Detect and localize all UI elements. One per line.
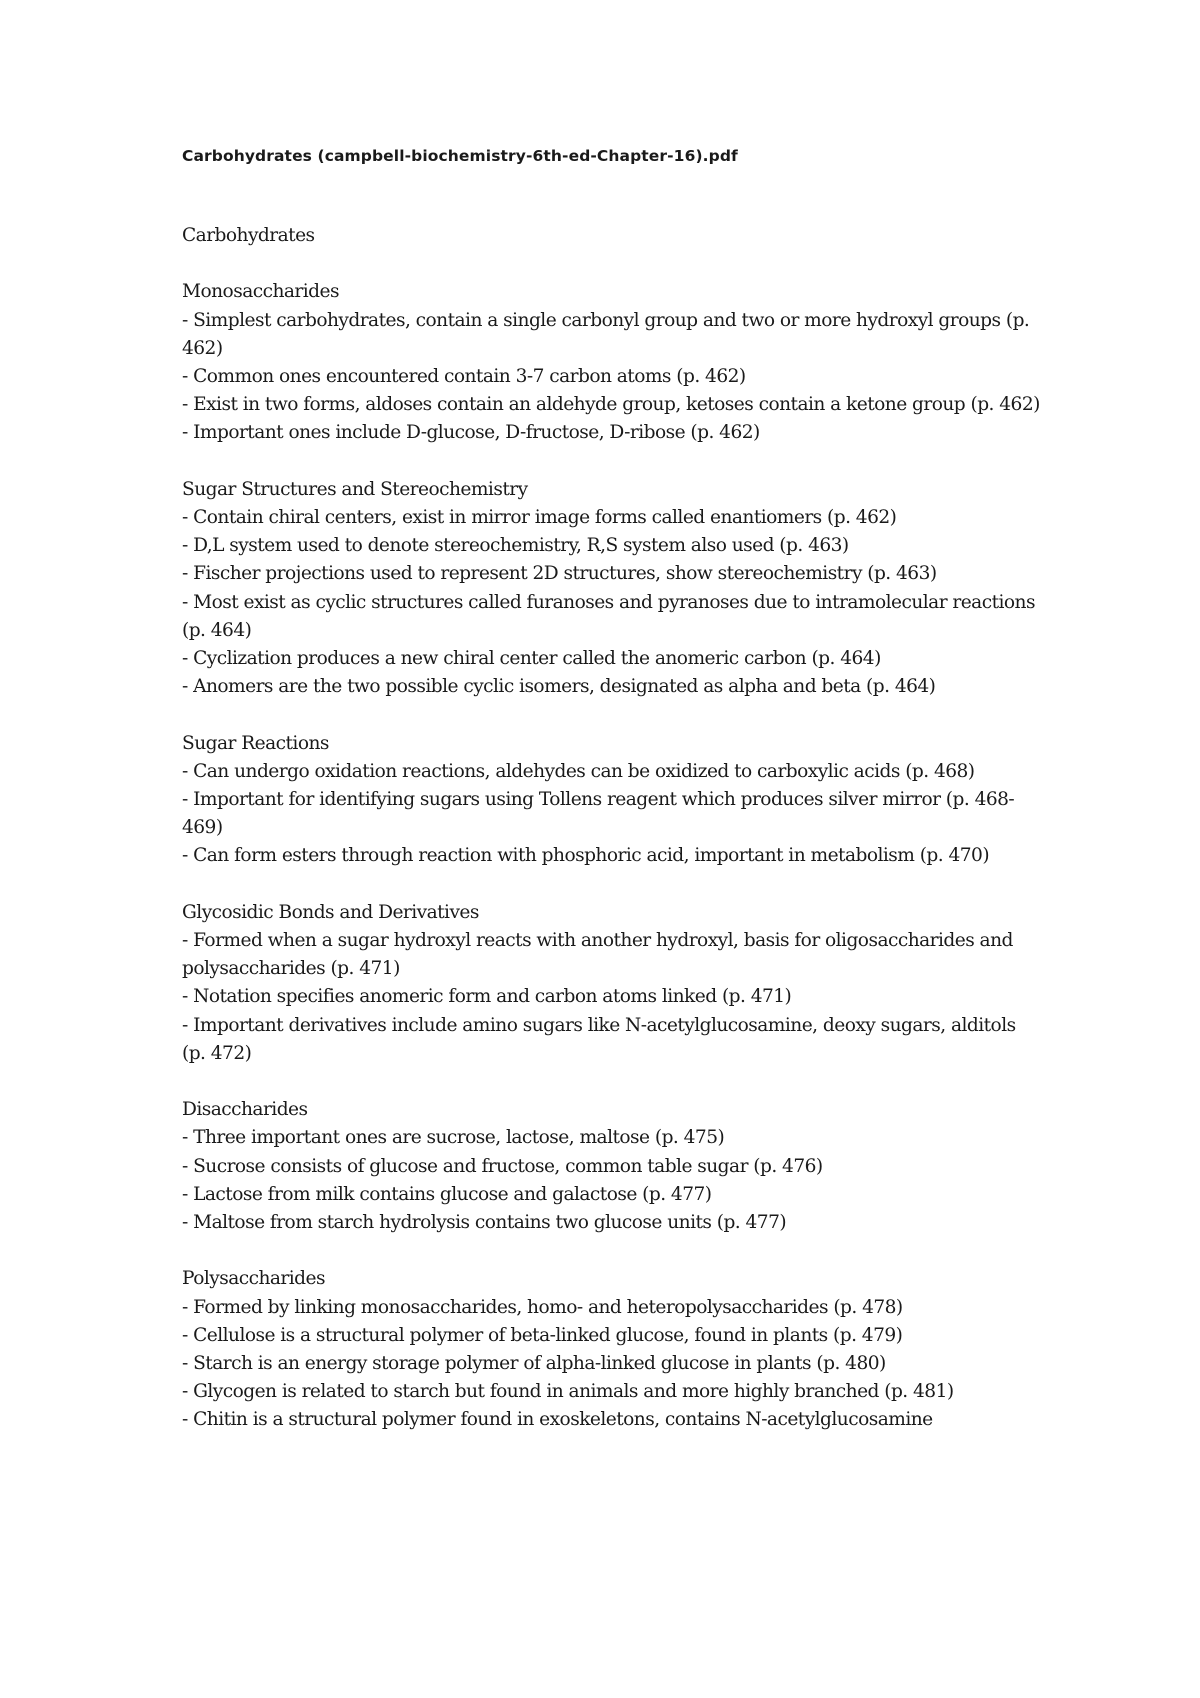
bullet-item: - D,L system used to denote stereochemistry, R,S system also used (p. 463) [182,535,849,557]
bullet-item: - Important derivatives include amino sugars like N-acetylglucosamine, deoxy sugars, alditols (p. 472) [182,1014,1016,1064]
bullet-item: - Simplest carbohydrates, contain a single carbonyl group and two or more hydroxyl groups (p. 462) [182,309,1030,359]
section-sugar-reactions [182,730,1042,871]
main-heading: Carbohydrates [182,225,315,246]
document-title: Carbohydrates (campbell-biochemistry-6th-ed-Chapter-16).pdf [182,147,738,165]
bullet-item: - Cellulose is a structural polymer of beta-linked glucose, found in plants (p. 479) [182,1324,903,1346]
bullet-item: - Can undergo oxidation reactions, aldehydes can be oxidized to carboxylic acids (p. 468) [182,760,975,782]
section-heading: Disaccharides [182,1099,308,1121]
section-glycosidic-bonds [182,899,1042,1068]
bullet-item: - Chitin is a structural polymer found in exoskeletons, contains N-acetylglucosamine [182,1409,933,1431]
section-heading: Sugar Reactions [182,732,329,754]
bullet-item: - Fischer projections used to represent 2D structures, show stereochemistry (p. 463) [182,563,937,585]
bullet-item: - Maltose from starch hydrolysis contains two glucose units (p. 477) [182,1212,787,1234]
bullet-item: - Common ones encountered contain 3-7 carbon atoms (p. 462) [182,366,746,387]
bullet-item: - Sucrose consists of glucose and fructose, common table sugar (p. 476) [182,1155,823,1177]
bullet-item: - Exist in two forms, aldoses contain an aldehyde group, ketoses contain a ketone group (p. 462) [182,394,1040,416]
section-polysaccharides [182,1265,1042,1434]
section-heading: Sugar Structures and Stereochemistry [182,478,528,500]
bullet-item: - Notation specifies anomeric form and carbon atoms linked (p. 471) [182,986,792,1008]
bullet-item: - Important ones include D-glucose, D-fructose, D-ribose (p. 462) [182,422,760,444]
section-heading: Glycosidic Bonds and Derivatives [182,901,479,923]
bullet-item: - Lactose from milk contains glucose and galactose (p. 477) [182,1183,712,1205]
section-monosaccharides [182,278,1042,447]
bullet-item: - Three important ones are sucrose, lactose, maltose (p. 475) [182,1127,725,1149]
main-heading-block [182,222,1042,250]
bullet-item: - Important for identifying sugars using Tollens reagent which produces silver mirror (p. 468-469) [182,789,1015,839]
bullet-item: - Contain chiral centers, exist in mirror image forms called enantiomers (p. 462) [182,507,897,528]
section-disaccharides [182,1096,1042,1237]
bullet-item: - Most exist as cyclic structures called furanoses and pyranoses due to intramolecular reactions (p. 464) [182,591,1035,641]
section-sugar-structures [182,476,1042,702]
bullet-item: - Cyclization produces a new chiral center called the anomeric carbon (p. 464) [182,648,881,670]
bullet-item: - Can form esters through reaction with phosphoric acid, important in metabolism (p. 470) [182,845,990,867]
section-heading: Polysaccharides [182,1268,325,1290]
bullet-item: - Starch is an energy storage polymer of alpha-linked glucose in plants (p. 480) [182,1353,886,1375]
bullet-item: - Formed by linking monosaccharides, homo- and heteropolysaccharides (p. 478) [182,1296,903,1318]
bullet-item: - Glycogen is related to starch but found in animals and more highly branched (p. 481) [182,1381,954,1403]
bullet-item: - Anomers are the two possible cyclic isomers, designated as alpha and beta (p. 464) [182,676,936,698]
document-body [182,222,1042,1463]
section-heading: Monosaccharides [182,281,339,303]
bullet-item: - Formed when a sugar hydroxyl reacts with another hydroxyl, basis for oligosaccharides and polysaccharides (p. 471) [182,930,1013,980]
